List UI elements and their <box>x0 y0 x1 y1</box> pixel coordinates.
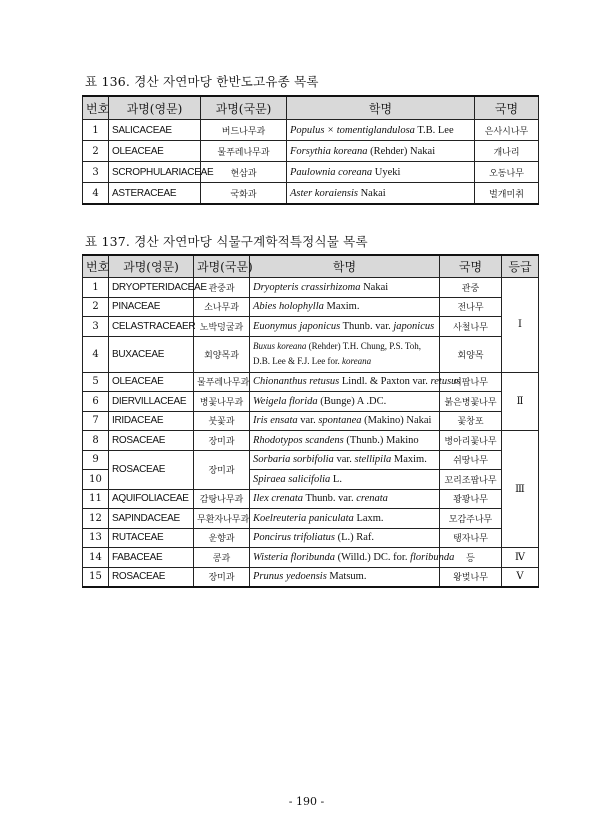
row-number: 4 <box>83 336 109 372</box>
page-number: - 190 - <box>288 795 325 808</box>
floristic-special-plants-table <box>82 254 539 588</box>
korean-name: 꽝꽝나무 <box>440 489 502 509</box>
scientific-name-italic: Populus × tomentiglandulosa <box>290 124 415 136</box>
endemic-species-table <box>82 95 539 205</box>
family-en: PINACEAE <box>109 297 194 317</box>
grade-cell: Ⅳ <box>502 548 539 568</box>
scientific-name-italic: spontanea <box>318 415 362 427</box>
scientific-name <box>250 278 440 298</box>
row-number: 14 <box>83 548 109 568</box>
table-row <box>83 431 539 451</box>
family-en: OLEACEAE <box>109 141 201 162</box>
scientific-name-author: (Thunb.) Makino <box>343 434 419 446</box>
table-136-caption: 표 136. 경산 자연마당 한반도고유종 목록 <box>85 74 319 89</box>
row-number: 13 <box>83 528 109 548</box>
family-kr: 물푸레나무과 <box>201 141 287 162</box>
table-row <box>83 120 539 141</box>
scientific-name-author: Maxim. <box>323 301 360 313</box>
scientific-name-italic: koreana <box>342 356 372 366</box>
row-number: 6 <box>83 392 109 412</box>
scientific-name-author: var. <box>333 454 355 466</box>
family-kr: 병꽃나무과 <box>194 392 250 412</box>
scientific-name <box>250 489 440 509</box>
scientific-name <box>287 183 475 205</box>
row-number: 2 <box>83 141 109 162</box>
table-row <box>83 411 539 431</box>
korean-name: 쉬땅나무 <box>440 450 502 470</box>
korean-name: 꼬리조팝나무 <box>440 470 502 490</box>
family-kr: 무환자나무과 <box>194 509 250 529</box>
scientific-name-author: Maxim. <box>391 454 427 466</box>
scientific-name-author: T.B. Lee <box>414 124 454 136</box>
family-kr: 관중과 <box>194 278 250 298</box>
table-row <box>83 278 539 298</box>
family-kr: 국화과 <box>201 183 287 205</box>
header-no: 번호 <box>83 255 109 278</box>
family-en: ASTERACEAE <box>109 183 201 205</box>
family-kr: 노박덩굴과 <box>194 317 250 337</box>
scientific-name-italic: Ilex crenata <box>253 493 304 505</box>
scientific-name-italic: Weigela florida <box>253 395 318 407</box>
scientific-name-author: (Bunge) A .DC. <box>317 395 387 407</box>
scientific-name-italic: Chionanthus retusus <box>253 376 340 388</box>
korean-name: 오동나무 <box>475 162 539 183</box>
korean-name: 병아리꽃나무 <box>440 431 502 451</box>
scientific-name <box>287 141 475 162</box>
row-number: 9 <box>83 450 109 470</box>
family-kr: 버드나무과 <box>201 120 287 141</box>
scientific-name-italic: Prunus yedoensis <box>253 571 327 583</box>
family-kr: 회양목과 <box>194 336 250 372</box>
scientific-name <box>250 392 440 412</box>
scientific-name-italic: Sorbaria sorbifolia <box>253 454 334 466</box>
header-family-kr: 과명(국문) <box>194 255 250 278</box>
scientific-name <box>250 297 440 317</box>
grade-cell: Ⅲ <box>502 431 539 548</box>
table-row <box>83 183 539 205</box>
family-kr: 콩과 <box>194 548 250 568</box>
korean-name: 회양목 <box>440 336 502 372</box>
table-row <box>83 489 539 509</box>
family-en: SCROPHULARIACEAE <box>109 162 201 183</box>
row-number: 15 <box>83 567 109 587</box>
scientific-name-author: Matsum. <box>326 571 367 583</box>
scientific-name-author: (Rehder) T.H. Chung, P.S. Toh, D.B. Lee & F.J. Lee for. <box>253 341 422 366</box>
scientific-name-italic: Wisteria floribunda <box>253 551 335 563</box>
family-kr: 물푸레나무과 <box>194 372 250 392</box>
family-en: DRYOPTERIDACEAE <box>109 278 194 298</box>
table-row <box>83 509 539 529</box>
family-kr: 장미과 <box>194 567 250 587</box>
scientific-name-italic: Abies holophylla <box>253 301 324 313</box>
korean-name: 사철나무 <box>440 317 502 337</box>
scientific-name-author: Nakai <box>360 281 389 293</box>
header-scientific-name: 학명 <box>250 255 440 278</box>
korean-name: 붉은병꽃나무 <box>440 392 502 412</box>
korean-name: 모감주나무 <box>440 509 502 529</box>
table-row <box>83 528 539 548</box>
scientific-name <box>250 470 440 490</box>
family-en: RUTACEAE <box>109 528 194 548</box>
scientific-name-author: Laxm. <box>353 512 384 524</box>
table-header-row <box>83 255 539 278</box>
family-en: BUXACEAE <box>109 336 194 372</box>
korean-name: 등 <box>440 548 502 568</box>
row-number: 2 <box>83 297 109 317</box>
scientific-name-italic: Paulownia coreana <box>290 166 373 178</box>
scientific-name-author: Thunb. var. <box>303 493 357 505</box>
table-row <box>83 392 539 412</box>
scientific-name-italic: Rhodotypos scandens <box>253 434 344 446</box>
korean-name: 꽃창포 <box>440 411 502 431</box>
scientific-name <box>250 411 440 431</box>
grade-cell: Ⅱ <box>502 372 539 431</box>
scientific-name-author: var. <box>297 415 319 427</box>
family-kr: 운향과 <box>194 528 250 548</box>
grade-cell: Ⅴ <box>502 567 539 587</box>
family-kr: 장미과 <box>194 450 250 489</box>
header-family-kr: 과명(국문) <box>201 96 287 120</box>
korean-name: 전나무 <box>440 297 502 317</box>
korean-name: 개나리 <box>475 141 539 162</box>
scientific-name-italic: floribunda <box>410 551 455 563</box>
family-en: ROSACEAE <box>109 567 194 587</box>
scientific-name-italic: japonicus <box>393 320 435 332</box>
scientific-name <box>250 336 440 372</box>
family-en: OLEACEAE <box>109 372 194 392</box>
row-number: 3 <box>83 162 109 183</box>
scientific-name-italic: Euonymus japonicus <box>253 320 341 332</box>
row-number: 5 <box>83 372 109 392</box>
row-number: 3 <box>83 317 109 337</box>
scientific-name-italic: Forsythia koreana <box>290 145 368 157</box>
scientific-name-italic: Dryopteris crassirhizoma <box>253 281 361 293</box>
scientific-name <box>250 450 440 470</box>
family-kr: 붓꽃과 <box>194 411 250 431</box>
table-row <box>83 372 539 392</box>
family-en: AQUIFOLIACEAE <box>109 489 194 509</box>
header-scientific-name: 학명 <box>287 96 475 120</box>
family-en: ROSACEAE <box>109 431 194 451</box>
table-row <box>83 141 539 162</box>
scientific-name-author: (Rehder) Nakai <box>367 145 436 157</box>
scientific-name <box>250 431 440 451</box>
scientific-name-italic: Aster koraiensis <box>290 187 358 199</box>
korean-name: 관중 <box>440 278 502 298</box>
scientific-name <box>287 120 475 141</box>
korean-name: 탱자나무 <box>440 528 502 548</box>
scientific-name-author: Uyeki <box>372 166 401 178</box>
scientific-name-italic: Koelreuteria paniculata <box>253 512 354 524</box>
scientific-name-italic: retusus <box>430 376 461 388</box>
table-row <box>83 162 539 183</box>
family-kr: 장미과 <box>194 431 250 451</box>
table-row <box>83 336 539 372</box>
scientific-name-author: Lindl. & Paxton var. <box>339 376 431 388</box>
row-number: 7 <box>83 411 109 431</box>
family-en: DIERVILLACEAE <box>109 392 194 412</box>
header-korean-name: 국명 <box>475 96 539 120</box>
header-no: 번호 <box>83 96 109 120</box>
header-family-en: 과명(영문) <box>109 96 201 120</box>
row-number: 11 <box>83 489 109 509</box>
korean-name: 은사시나무 <box>475 120 539 141</box>
scientific-name <box>250 548 455 568</box>
scientific-name-italic: crenata <box>356 493 388 505</box>
table-header-row <box>83 96 539 120</box>
family-en: IRIDACEAE <box>109 411 194 431</box>
scientific-name <box>250 317 440 337</box>
family-en: SALICACEAE <box>109 120 201 141</box>
family-en: CELASTRACEAER <box>109 317 194 337</box>
korean-name: 벌개미취 <box>475 183 539 205</box>
header-korean-name: 국명 <box>440 255 502 278</box>
header-grade: 등급 <box>502 255 539 278</box>
scientific-name-author: Nakai <box>357 187 386 199</box>
row-number: 8 <box>83 431 109 451</box>
row-number: 10 <box>83 470 109 490</box>
scientific-name-italic: Buxus koreana <box>253 341 307 351</box>
family-kr: 소나무과 <box>194 297 250 317</box>
scientific-name <box>250 528 440 548</box>
row-number: 12 <box>83 509 109 529</box>
scientific-name <box>287 162 475 183</box>
korean-name: 왕벚나무 <box>440 567 502 587</box>
table-row <box>83 317 539 337</box>
scientific-name <box>250 509 440 529</box>
family-en: SAPINDACEAE <box>109 509 194 529</box>
row-number: 1 <box>83 278 109 298</box>
family-kr: 감탕나무과 <box>194 489 250 509</box>
scientific-name-author: (Willd.) DC. for. <box>334 551 411 563</box>
korean-name: 이팝나무 <box>440 372 502 392</box>
scientific-name-italic: Spiraea salicifolia <box>253 473 331 485</box>
scientific-name-italic: Iris ensata <box>253 415 298 427</box>
scientific-name-author: (Makino) Nakai <box>361 415 432 427</box>
scientific-name-italic: stellipila <box>354 454 392 466</box>
table-row <box>83 548 539 568</box>
scientific-name-author: L. <box>330 473 342 485</box>
table-row <box>83 450 539 470</box>
table-row <box>83 567 539 587</box>
table-137-caption: 표 137. 경산 자연마당 식물구계학적특정식물 목록 <box>85 234 368 249</box>
family-en: FABACEAE <box>109 548 194 568</box>
table-row <box>83 297 539 317</box>
scientific-name <box>250 372 461 392</box>
row-number: 4 <box>83 183 109 205</box>
scientific-name <box>250 567 440 587</box>
family-kr: 현삼과 <box>201 162 287 183</box>
family-en: ROSACEAE <box>109 450 194 489</box>
grade-cell: Ⅰ <box>502 278 539 373</box>
header-family-en: 과명(영문) <box>109 255 194 278</box>
row-number: 1 <box>83 120 109 141</box>
scientific-name-author: (L.) Raf. <box>334 532 375 544</box>
scientific-name-italic: Poncirus trifoliatus <box>253 532 335 544</box>
scientific-name-author: Thunb. var. <box>340 320 394 332</box>
